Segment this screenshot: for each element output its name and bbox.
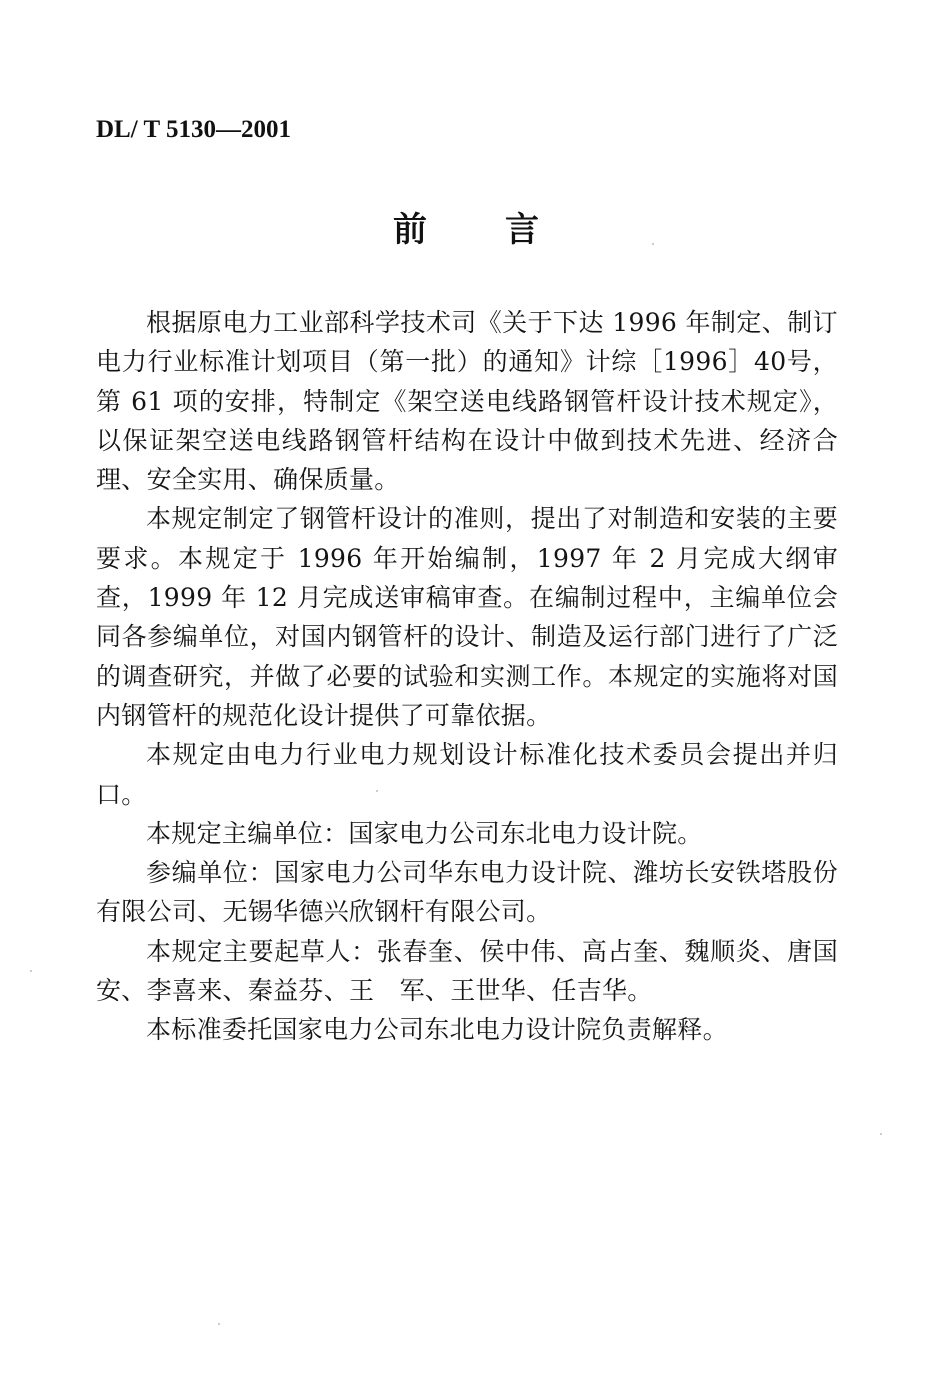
scan-speck: [880, 1133, 882, 1135]
page-title: 前言: [393, 210, 617, 250]
standard-code: DL/ T 5130—2001: [96, 116, 291, 143]
paragraph-proposer: 本规定由电力行业电力规划设计标准化技术委员会提出并归口。: [96, 740, 838, 809]
paragraph-chief-editor: 本规定主编单位：国家电力公司东北电力设计院。: [146, 818, 703, 848]
paragraph-participants: 参编单位：国家电力公司华东电力设计院、潍坊长安铁塔股份有限公司、无锡华德兴欣钢杆有限公司。: [96, 858, 838, 927]
paragraph-interpretation: 本标准委托国家电力公司东北电力设计院负责解释。: [146, 1015, 728, 1045]
paragraph-scope-history: 本规定制定了钢管杆设计的准则，提出了对制造和安装的主要要求。本规定于 1996 年开始编制，1997 年 2 月完成大纲审查，1999 年 12 月完成送审稿审查。在编制过程中，主编单位会同各参编单位，对国内钢管杆的设计、制造及运行部门进行了广泛的调查研究，并做了必要的试验和实测工作。本规定的实施将对国内钢管杆的规范化设计提供了可靠依据。: [96, 504, 838, 730]
document-body: [96, 303, 838, 1050]
paragraph-drafters: 本规定主要起草人：张春奎、侯中伟、高占奎、魏顺炎、唐国安、李喜来、秦益芬、王 军、王世华、任吉华。: [96, 936, 838, 1006]
scan-speck: [652, 243, 654, 245]
scan-speck: [218, 1323, 220, 1325]
scan-speck: [376, 790, 378, 792]
paragraph-background: 根据原电力工业部科学技术司《关于下达 1996 年制定、制订电力行业标准计划项目（第一批）的通知》计综［1996］40号，第 61 项的安排，特制定《架空送电线路钢管杆设计技术规定》，以保证架空送电线路钢管杆结构在设计中做到技术先进、经济合理、安全实用、确保质量。: [96, 308, 838, 495]
scan-speck: [30, 970, 32, 972]
